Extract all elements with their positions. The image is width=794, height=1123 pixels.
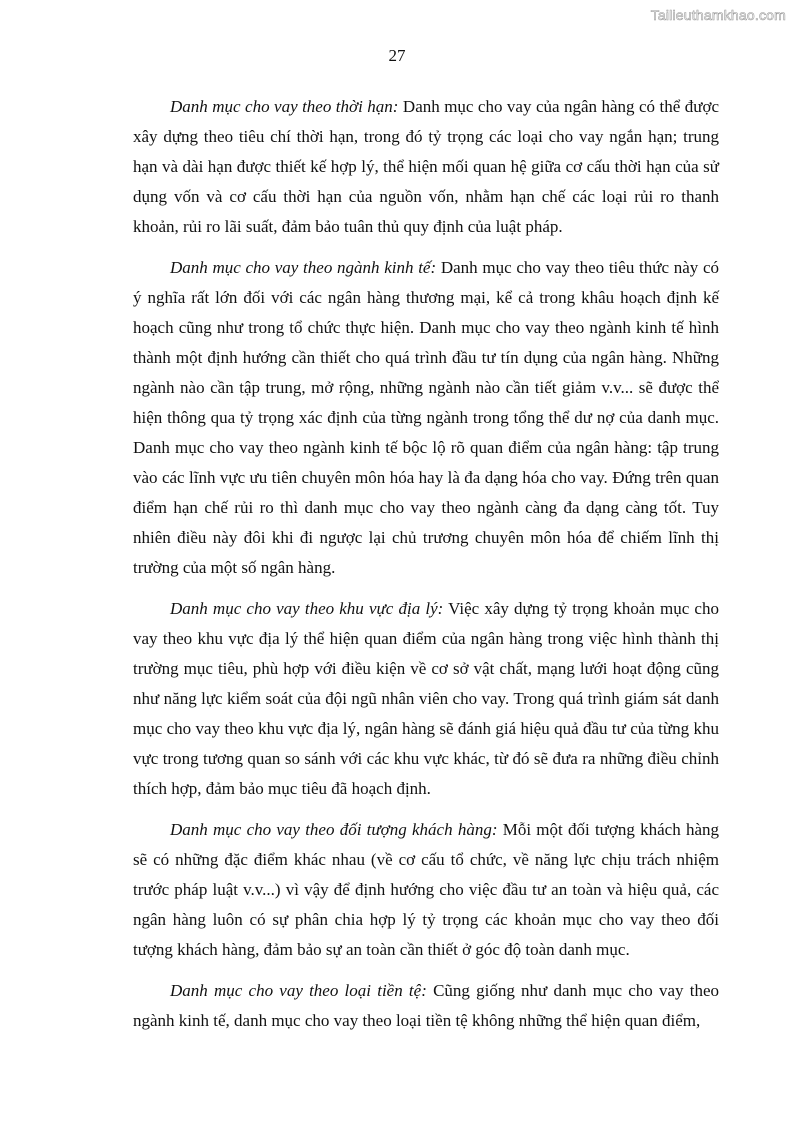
paragraph-lead: Danh mục cho vay theo khu vực địa lý: xyxy=(170,599,444,618)
paragraph-lead: Danh mục cho vay theo ngành kinh tế: xyxy=(170,258,437,277)
paragraph-loan-by-term xyxy=(133,92,719,242)
paragraph-lead: Danh mục cho vay theo loại tiền tệ: xyxy=(170,981,427,1000)
watermark: Tailieuthamkhao.com xyxy=(650,7,786,23)
paragraph-loan-by-customer xyxy=(133,815,719,965)
paragraph-lead: Danh mục cho vay theo đối tượng khách hàng: xyxy=(170,820,498,839)
paragraph-text: Cũng giống như danh mục cho vay theo ngành kinh tế, danh mục cho vay theo loại tiền tệ không những thể hiện quan điểm, xyxy=(133,981,720,1030)
paragraph-text: Danh mục cho vay của ngân hàng có thể được xây dựng theo tiêu chí thời hạn, trong đó tỷ trọng các loại cho vay ngắn hạn; trung hạn và dài hạn được thiết kế hợp lý, thể hiện mối quan hệ giữa cơ cấu thời hạn của sử dụng vốn và cơ cấu thời hạn của nguồn vốn, nhằm hạn chế các loại rủi ro thanh khoản, rủi ro lãi suất, đảm bảo tuân thủ quy định của luật pháp. xyxy=(133,97,719,236)
paragraph-loan-by-industry xyxy=(133,253,719,583)
paragraph-text: Danh mục cho vay theo tiêu thức này có ý nghĩa rất lớn đối với các ngân hàng thương mại, kể cả trong khâu hoạch định kế hoạch cũng như trong tổ chức thực hiện. Danh mục cho vay theo ngành kinh tế hình thành một định hướng cần thiết cho quá trình đầu tư tín dụng của ngân hàng. Những ngành nào cần tập trung, mở rộng, những ngành nào cần tiết giảm v.v... sẽ được thể hiện thông qua tỷ trọng xác định của từng ngành trong tổng thể dư nợ của danh mục. Danh mục cho vay theo ngành kinh tế bộc lộ rõ quan điểm của ngân hàng: tập trung vào các lĩnh vực ưu tiên chuyên môn hóa hay là đa dạng hóa cho vay. Đứng trên quan điểm hạn chế rủi ro thì danh mục cho vay theo ngành càng đa dạng càng tốt. Tuy nhiên điều này đôi khi đi ngược lại chủ trương chuyên môn hóa để chiếm lĩnh thị trường của một số ngân hàng. xyxy=(133,258,720,577)
paragraph-loan-by-currency xyxy=(133,976,719,1036)
paragraph-text: Mỗi một đối tượng khách hàng sẽ có những đặc điểm khác nhau (về cơ cấu tổ chức, về năng lực chịu trách nhiệm trước pháp luật v.v...) vì vậy để định hướng cho việc đầu tư an toàn và hiệu quả, các ngân hàng luôn có sự phân chia hợp lý tỷ trọng các khoản mục cho vay theo đối tượng khách hàng, đảm bảo sự an toàn cần thiết ở góc độ toàn danh mục. xyxy=(133,820,720,959)
paragraph-loan-by-region xyxy=(133,594,719,804)
page-number: 27 xyxy=(388,46,406,65)
document-body xyxy=(133,92,719,1047)
paragraph-text: Việc xây dựng tỷ trọng khoản mục cho vay theo khu vực địa lý thể hiện quan điểm của ngân hàng trong việc hình thành thị trường mục tiêu, phù hợp với điều kiện về cơ sở vật chất, mạng lưới hoạt động cũng như năng lực kiểm soát của đội ngũ nhân viên cho vay. Trong quá trình giám sát danh mục cho vay theo khu vực địa lý, ngân hàng sẽ đánh giá hiệu quả đầu tư của từng khu vực trong tương quan so sánh với các khu vực khác, từ đó sẽ đưa ra những điều chỉnh thích hợp, đảm bảo mục tiêu đã hoạch định. xyxy=(133,599,719,798)
paragraph-lead: Danh mục cho vay theo thời hạn: xyxy=(170,97,399,116)
